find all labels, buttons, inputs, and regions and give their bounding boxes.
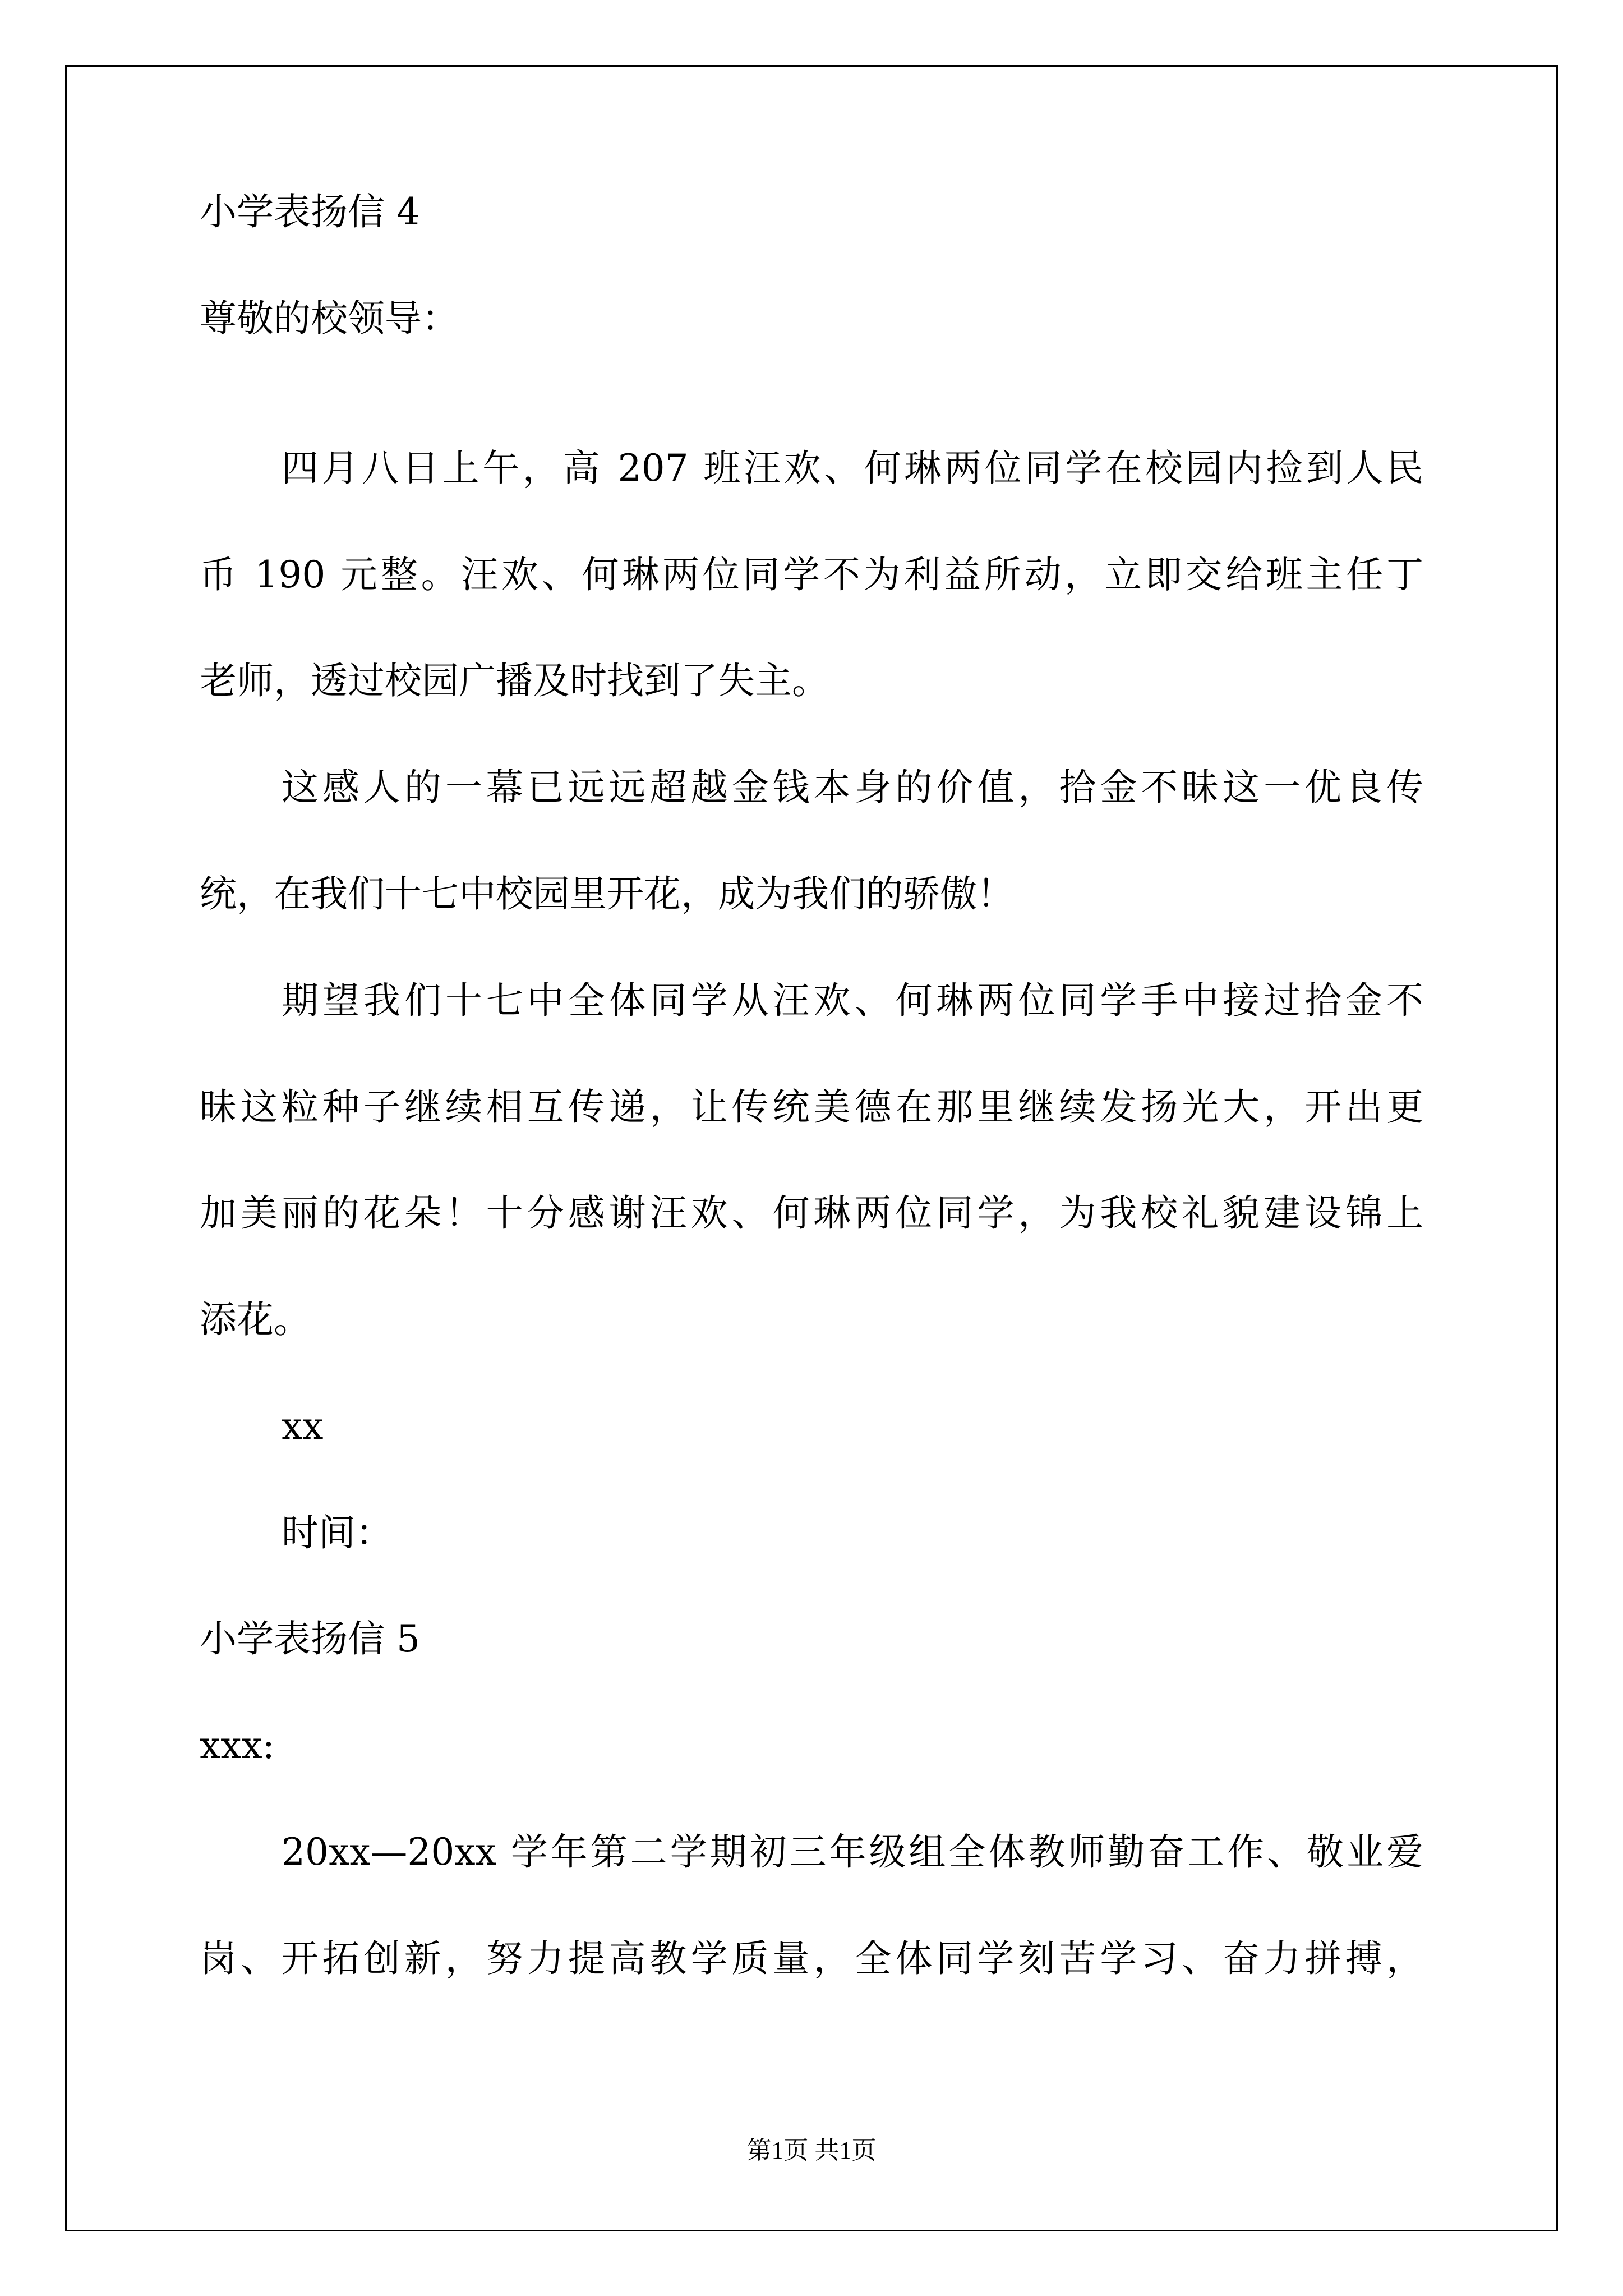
paragraph-line: 加美丽的花朵！十分感谢汪欢、何琳两位同学，为我校礼貌建设锦上: [200, 1191, 1423, 1235]
page-border: [65, 65, 1558, 2231]
date-line: 时间：: [282, 1511, 393, 1554]
page-footer: 第1页 共1页: [746, 2137, 877, 2164]
paragraph-line: 统，在我们十七中校园里开花，成为我们的骄傲！: [200, 872, 1014, 915]
salutation: 尊敬的校领导：: [200, 297, 459, 340]
paragraph-line: 20xx—20xx 学年第二学期初三年级组全体教师勤奋工作、敬业爱: [282, 1830, 1423, 1874]
paragraph-line: 老师，透过校园广播及时找到了失主。: [200, 659, 829, 702]
letter-title: 小学表扬信 5: [200, 1617, 420, 1660]
paragraph-line: 币 190 元整。汪欢、何琳两位同学不为利益所动，立即交给班主任丁: [200, 553, 1423, 596]
paragraph-line: 昧这粒种子继续相互传递，让传统美德在那里继续发扬光大，开出更: [200, 1085, 1423, 1129]
paragraph-line: 期望我们十七中全体同学从汪欢、何琳两位同学手中接过拾金不: [282, 979, 1423, 1022]
salutation: xxx:: [200, 1724, 275, 1767]
paragraph-line: 四月八日上午，高 207 班汪欢、何琳两位同学在校园内捡到人民: [282, 447, 1423, 490]
letter-title: 小学表扬信 4: [200, 190, 420, 233]
paragraph-line: 岗、开拓创新，努力提高教学质量，全体同学刻苦学习、奋力拼搏，: [200, 1937, 1423, 1980]
paragraph-line: 这感人的一幕已远远超越金钱本身的价值，拾金不昧这一优良传: [282, 766, 1423, 809]
signature: xx: [282, 1405, 324, 1448]
paragraph-line: 添花。: [200, 1298, 311, 1341]
